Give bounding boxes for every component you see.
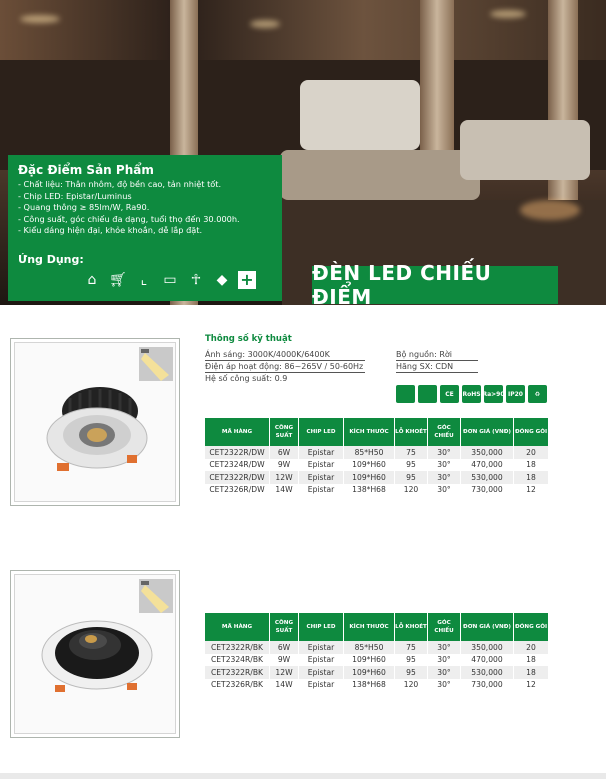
- spec-manufacturer: Hãng SX: CDN: [396, 361, 478, 373]
- cell: 12W: [270, 666, 299, 679]
- cell: 18: [514, 666, 549, 679]
- spec-driver: Bộ nguồn: Rời: [396, 349, 478, 361]
- col-chip: CHIP LED: [299, 418, 344, 446]
- cell: Epistar: [299, 679, 344, 692]
- table-header-row: [205, 418, 549, 446]
- col-pack: ĐÓNG GÓI: [514, 613, 549, 641]
- graduation-cap-icon: ◆: [216, 272, 228, 288]
- cell: 470,000: [461, 654, 514, 667]
- feature-item: - Công suất, góc chiếu đa dạng, tuổi thọ đến 30.000h.: [18, 213, 240, 224]
- col-pack: ĐÓNG GÓI: [514, 418, 549, 446]
- table-row: [205, 446, 549, 459]
- feature-item: - Kiểu dáng hiện đại, khỏe khoắn, dễ lắp đặt.: [18, 225, 203, 235]
- specs-title: Thông số kỹ thuật: [205, 334, 292, 344]
- table-row: [205, 679, 549, 692]
- cell: 30°: [428, 459, 461, 472]
- cell: 6W: [270, 641, 299, 654]
- col-power: CÔNG SUẤT: [270, 418, 299, 446]
- home-icon: ⌂: [87, 272, 97, 288]
- cell: 530,000: [461, 471, 514, 484]
- cell: 350,000: [461, 446, 514, 459]
- cell: 120: [395, 679, 428, 692]
- cell: CET2326R/DW: [205, 484, 270, 497]
- col-size: KÍCH THƯỚC: [344, 418, 395, 446]
- hero-light: [20, 15, 60, 23]
- cell: 30°: [428, 641, 461, 654]
- cell: 30°: [428, 666, 461, 679]
- cell: Epistar: [299, 654, 344, 667]
- cell: 730,000: [461, 484, 514, 497]
- hero-sofa: [300, 80, 420, 150]
- cell: CET2324R/DW: [205, 459, 270, 472]
- arrow-icon: [418, 385, 437, 403]
- cell: 18: [514, 471, 549, 484]
- product-image-frame: [14, 342, 176, 502]
- person-icon: ☥: [190, 272, 202, 288]
- plus-icon: +: [238, 271, 256, 289]
- features-list: [18, 179, 240, 237]
- shopping-cart-icon: 🛒︎: [109, 272, 127, 288]
- cell: 30°: [428, 446, 461, 459]
- cell: 18: [514, 459, 549, 472]
- beam-angle-icon: [139, 579, 173, 613]
- feature-item: - Chip LED: Epistar/Luminus: [18, 190, 132, 201]
- certification-icons: [396, 385, 547, 403]
- cell: 95: [395, 666, 428, 679]
- price-table-black: [205, 613, 549, 691]
- cell: 95: [395, 471, 428, 484]
- cell: 138*H68: [344, 679, 395, 692]
- cell: 95: [395, 459, 428, 472]
- cell: 138*H68: [344, 484, 395, 497]
- spec-voltage: Điện áp hoạt động: 86~265V / 50-60Hz: [205, 362, 364, 371]
- rohs-mark: RoHS: [462, 385, 481, 403]
- cell: 9W: [270, 654, 299, 667]
- cell: 9W: [270, 459, 299, 472]
- table-row: [205, 641, 549, 654]
- cell: 20: [514, 641, 549, 654]
- cell: 109*H60: [344, 471, 395, 484]
- table-header-row: [205, 613, 549, 641]
- ce-mark: CE: [440, 385, 459, 403]
- col-size: KÍCH THƯỚC: [344, 613, 395, 641]
- cell: 85*H50: [344, 641, 395, 654]
- feature-item: - Quang thông ≥ 85lm/W, Ra90.: [18, 202, 150, 212]
- cell: 30°: [428, 679, 461, 692]
- high-heel-icon: ⌞: [140, 272, 148, 288]
- cell: CET2322R/BK: [205, 666, 270, 679]
- col-cutout: LỖ KHOÉT: [395, 418, 428, 446]
- cell: CET2326R/BK: [205, 679, 270, 692]
- cell: 350,000: [461, 641, 514, 654]
- cell: 730,000: [461, 679, 514, 692]
- col-beam: GÓC CHIẾU: [428, 418, 461, 446]
- col-model: MÃ HÀNG: [205, 418, 270, 446]
- cell: CET2324R/BK: [205, 654, 270, 667]
- hero-sofa: [280, 150, 480, 200]
- feature-item: - Chất liệu: Thân nhôm, độ bền cao, tản nhiệt tốt.: [18, 179, 222, 189]
- cell: 109*H60: [344, 666, 395, 679]
- technical-specs: [205, 334, 365, 384]
- footer-bar: [0, 773, 606, 779]
- product-image-white: [10, 338, 180, 506]
- cell: 12W: [270, 471, 299, 484]
- spec-power-factor: Hệ số công suất: 0.9: [205, 374, 288, 383]
- col-price: ĐƠN GIÁ (VNĐ): [461, 613, 514, 641]
- cell: Epistar: [299, 641, 344, 654]
- cell: CET2322R/DW: [205, 471, 270, 484]
- cell: Epistar: [299, 459, 344, 472]
- beam-angle-icon: [139, 347, 173, 381]
- table-row: [205, 471, 549, 484]
- hero-light: [250, 20, 280, 28]
- cell: 18: [514, 654, 549, 667]
- cell: 85*H50: [344, 446, 395, 459]
- ra90-mark: Ra>90: [484, 385, 503, 403]
- product-image-black: [10, 570, 180, 738]
- cell: 6W: [270, 446, 299, 459]
- technical-specs-right: [396, 349, 478, 373]
- spec-light: Ánh sáng: 3000K/4000K/6400K: [205, 349, 365, 361]
- features-panel: [8, 155, 282, 301]
- cell: 75: [395, 641, 428, 654]
- ip20-mark: IP20: [506, 385, 525, 403]
- col-power: CÔNG SUẤT: [270, 613, 299, 641]
- col-model: MÃ HÀNG: [205, 613, 270, 641]
- cell: 75: [395, 446, 428, 459]
- cell: 95: [395, 654, 428, 667]
- cell: 14W: [270, 484, 299, 497]
- table-row: [205, 654, 549, 667]
- cell: 12: [514, 484, 549, 497]
- col-price: ĐƠN GIÁ (VNĐ): [461, 418, 514, 446]
- applications-title: Ứng Dụng:: [18, 253, 84, 266]
- table-row: [205, 459, 549, 472]
- cell: 470,000: [461, 459, 514, 472]
- cell: 20: [514, 446, 549, 459]
- product-banner: ĐÈN LED CHIẾU ĐIỂM: [312, 266, 558, 304]
- hero-light: [520, 200, 580, 220]
- recycle-icon: ♻: [528, 385, 547, 403]
- cell: Epistar: [299, 666, 344, 679]
- applications-icons: [82, 271, 256, 289]
- cell: Epistar: [299, 484, 344, 497]
- col-beam: GÓC CHIẾU: [428, 613, 461, 641]
- cell: 109*H60: [344, 459, 395, 472]
- col-cutout: LỖ KHOÉT: [395, 613, 428, 641]
- cell: 30°: [428, 471, 461, 484]
- cell: 530,000: [461, 666, 514, 679]
- cell: Epistar: [299, 446, 344, 459]
- cell: 30°: [428, 654, 461, 667]
- monitor-icon: ▭: [163, 272, 177, 288]
- hero-sofa: [460, 120, 590, 180]
- cell: CET2322R/BK: [205, 641, 270, 654]
- cell: 30°: [428, 484, 461, 497]
- hero-ceiling: [0, 0, 606, 60]
- cell: CET2322R/DW: [205, 446, 270, 459]
- cell: 12: [514, 679, 549, 692]
- house-icon: [396, 385, 415, 403]
- col-chip: CHIP LED: [299, 613, 344, 641]
- cell: 14W: [270, 679, 299, 692]
- table-row: [205, 484, 549, 497]
- hero-light: [490, 10, 526, 18]
- features-title: Đặc Điểm Sản Phẩm: [18, 163, 154, 177]
- cell: 120: [395, 484, 428, 497]
- cell: 109*H60: [344, 654, 395, 667]
- product-image-frame: [14, 574, 176, 734]
- cell: Epistar: [299, 471, 344, 484]
- table-row: [205, 666, 549, 679]
- price-table-white: [205, 418, 549, 496]
